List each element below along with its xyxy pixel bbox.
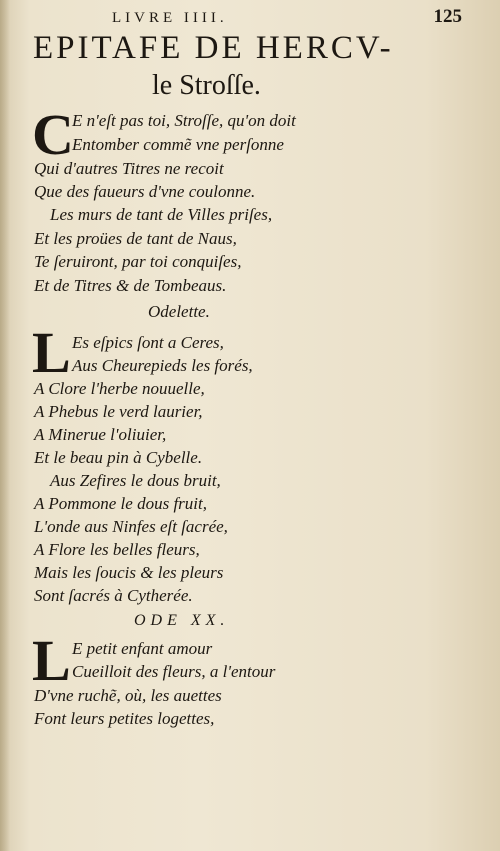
epitaph-verse-line: E n'eſt pas toi, Stroſſe, qu'on doit (72, 111, 296, 130)
epitaph-verse-line: Et les proües de tant de Naus, (34, 229, 237, 248)
epitaph-verse-line: Qui d'autres Titres ne recoit (34, 159, 224, 178)
ode-verse-line: Font leurs petites logettes, (34, 709, 215, 728)
odelette-verse-line: A Clore l'herbe nouuelle, (34, 379, 205, 398)
odelette-verse-line: Mais les ſoucis & les pleurs (34, 563, 224, 582)
odelette-verse-line: Aus Zefires le dous bruit, (50, 471, 221, 490)
odelette-verse-line: Es eſpics ſont a Ceres, (72, 333, 224, 352)
epitaph-verse-line: Les murs de tant de Villes priſes, (50, 205, 273, 224)
ode-verse-line: Cueilloit des fleurs, a l'entour (72, 662, 276, 681)
epitaph-title-line-2: le Stroſſe. (152, 70, 261, 101)
odelette-verse-line: A Minerue l'oliuier, (34, 425, 167, 444)
odelette-verse-line: Sont ſacrés à Cytherée. (34, 586, 193, 605)
ode-verse-line: D'vne ruchẽ, où, les auettes (34, 686, 222, 705)
epitaph-verse-line: Et de Titres & de Tombeaus. (34, 276, 227, 295)
epitaph-verse-line: Entomber commẽ vne perſonne (72, 135, 284, 154)
epitaph-verse-line: Que des faueurs d'vne coulonne. (34, 182, 256, 201)
odelette-verse-line: A Pommone le dous fruit, (34, 494, 207, 513)
odelette-drop-cap: L (32, 320, 71, 385)
binding-shadow (0, 0, 10, 851)
page-number: 125 (433, 6, 462, 27)
odelette-verse-line: Et le beau pin à Cybelle. (34, 448, 203, 467)
ode-heading: ODE XX. (134, 612, 230, 629)
ode-verse-line: E petit enfant amour (72, 639, 213, 658)
epitaph-title-line-1: EPITAFE DE HERCV- (33, 30, 394, 66)
running-head: LIVRE IIII. (112, 10, 228, 26)
odelette-verse-line: Aus Cheurepieds les forés, (72, 356, 253, 375)
epitaph-verse-line: Te ſeruiront, par toi conquiſes, (34, 252, 242, 271)
epitaph-drop-cap: C (32, 102, 74, 167)
odelette-verse-line: A Flore les belles fleurs, (34, 540, 200, 559)
ode-drop-cap: L (32, 628, 71, 693)
odelette-verse-line: L'onde aus Ninfes eſt ſacrée, (34, 517, 228, 536)
odelette-verse-line: A Phebus le verd laurier, (34, 402, 203, 421)
odelette-heading: Odelette. (148, 302, 210, 321)
